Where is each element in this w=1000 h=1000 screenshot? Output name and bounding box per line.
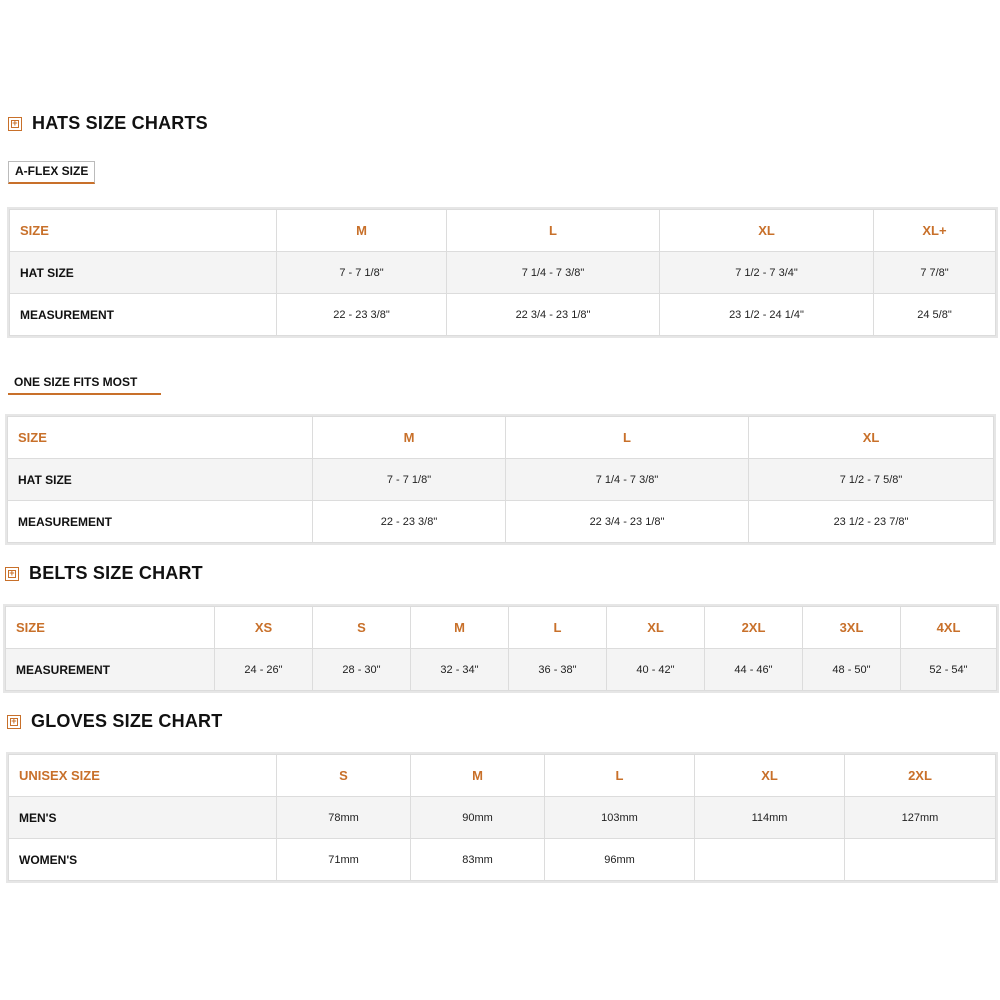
header-cell: XL	[749, 417, 994, 459]
table-row	[9, 797, 996, 839]
header-cell: M	[277, 210, 447, 252]
header-cell: SIZE	[6, 607, 215, 649]
square-plus-icon: +	[7, 715, 21, 729]
table-cell	[695, 839, 845, 881]
table-cell	[845, 839, 996, 881]
osfm-table	[7, 416, 994, 543]
table-row	[8, 501, 994, 543]
table-header-row	[6, 607, 997, 649]
osfm-label: ONE SIZE FITS MOST	[8, 373, 161, 395]
gloves-title: GLOVES SIZE CHART	[31, 711, 223, 731]
table-cell: 40 - 42"	[607, 649, 705, 691]
table-row	[10, 294, 996, 336]
belts-title: BELTS SIZE CHART	[29, 563, 203, 583]
table-cell: 24 5/8"	[874, 294, 996, 336]
table-cell: 83mm	[411, 839, 545, 881]
table-cell: 103mm	[545, 797, 695, 839]
header-cell: SIZE	[10, 210, 277, 252]
table-header-row	[8, 417, 994, 459]
table-row	[10, 252, 996, 294]
table-cell: 36 - 38"	[509, 649, 607, 691]
table-cell: 22 - 23 3/8"	[313, 501, 506, 543]
table-cell: 71mm	[277, 839, 411, 881]
header-cell: M	[411, 755, 545, 797]
table-cell: 7 1/2 - 7 5/8"	[749, 459, 994, 501]
header-cell: UNISEX SIZE	[9, 755, 277, 797]
belts-table	[5, 606, 997, 691]
table-cell: 7 1/4 - 7 3/8"	[447, 252, 660, 294]
header-cell: L	[545, 755, 695, 797]
table-cell: 52 - 54"	[901, 649, 997, 691]
belts-section-heading	[5, 563, 203, 584]
table-header-row	[10, 210, 996, 252]
header-cell: L	[506, 417, 749, 459]
table-cell: 90mm	[411, 797, 545, 839]
row-label: MEASUREMENT	[6, 649, 215, 691]
header-cell: XS	[215, 607, 313, 649]
table-row	[8, 459, 994, 501]
table-header-row	[9, 755, 996, 797]
table-cell: 23 1/2 - 23 7/8"	[749, 501, 994, 543]
header-cell: L	[509, 607, 607, 649]
header-cell: 3XL	[803, 607, 901, 649]
row-label: WOMEN'S	[9, 839, 277, 881]
hats-title: HATS SIZE CHARTS	[32, 113, 208, 133]
table-row	[9, 839, 996, 881]
row-label: MEASUREMENT	[10, 294, 277, 336]
table-cell: 7 - 7 1/8"	[313, 459, 506, 501]
header-cell: L	[447, 210, 660, 252]
aflex-table	[9, 209, 996, 336]
table-cell: 78mm	[277, 797, 411, 839]
table-cell: 22 3/4 - 23 1/8"	[506, 501, 749, 543]
header-cell: 2XL	[845, 755, 996, 797]
header-cell: M	[411, 607, 509, 649]
row-label: HAT SIZE	[10, 252, 277, 294]
row-label: HAT SIZE	[8, 459, 313, 501]
row-label: MEASUREMENT	[8, 501, 313, 543]
header-cell: SIZE	[8, 417, 313, 459]
row-label: MEN'S	[9, 797, 277, 839]
table-cell: 7 1/4 - 7 3/8"	[506, 459, 749, 501]
table-row	[6, 649, 997, 691]
table-cell: 127mm	[845, 797, 996, 839]
aflex-label: A-FLEX SIZE	[8, 161, 95, 184]
table-cell: 22 3/4 - 23 1/8"	[447, 294, 660, 336]
table-cell: 7 - 7 1/8"	[277, 252, 447, 294]
gloves-table	[8, 754, 996, 881]
table-cell: 7 1/2 - 7 3/4"	[660, 252, 874, 294]
table-cell: 114mm	[695, 797, 845, 839]
header-cell: M	[313, 417, 506, 459]
table-cell: 28 - 30"	[313, 649, 411, 691]
table-cell: 44 - 46"	[705, 649, 803, 691]
table-cell: 22 - 23 3/8"	[277, 294, 447, 336]
table-cell: 24 - 26"	[215, 649, 313, 691]
header-cell: XL+	[874, 210, 996, 252]
header-cell: XL	[660, 210, 874, 252]
table-cell: 23 1/2 - 24 1/4"	[660, 294, 874, 336]
square-plus-icon: +	[5, 567, 19, 581]
header-cell: XL	[607, 607, 705, 649]
header-cell: S	[277, 755, 411, 797]
header-cell: S	[313, 607, 411, 649]
table-cell: 7 7/8"	[874, 252, 996, 294]
header-cell: XL	[695, 755, 845, 797]
table-cell: 32 - 34"	[411, 649, 509, 691]
gloves-section-heading	[7, 711, 222, 732]
square-plus-icon: +	[8, 117, 22, 131]
table-cell: 96mm	[545, 839, 695, 881]
header-cell: 2XL	[705, 607, 803, 649]
hats-section-heading	[8, 113, 208, 134]
header-cell: 4XL	[901, 607, 997, 649]
table-cell: 48 - 50"	[803, 649, 901, 691]
